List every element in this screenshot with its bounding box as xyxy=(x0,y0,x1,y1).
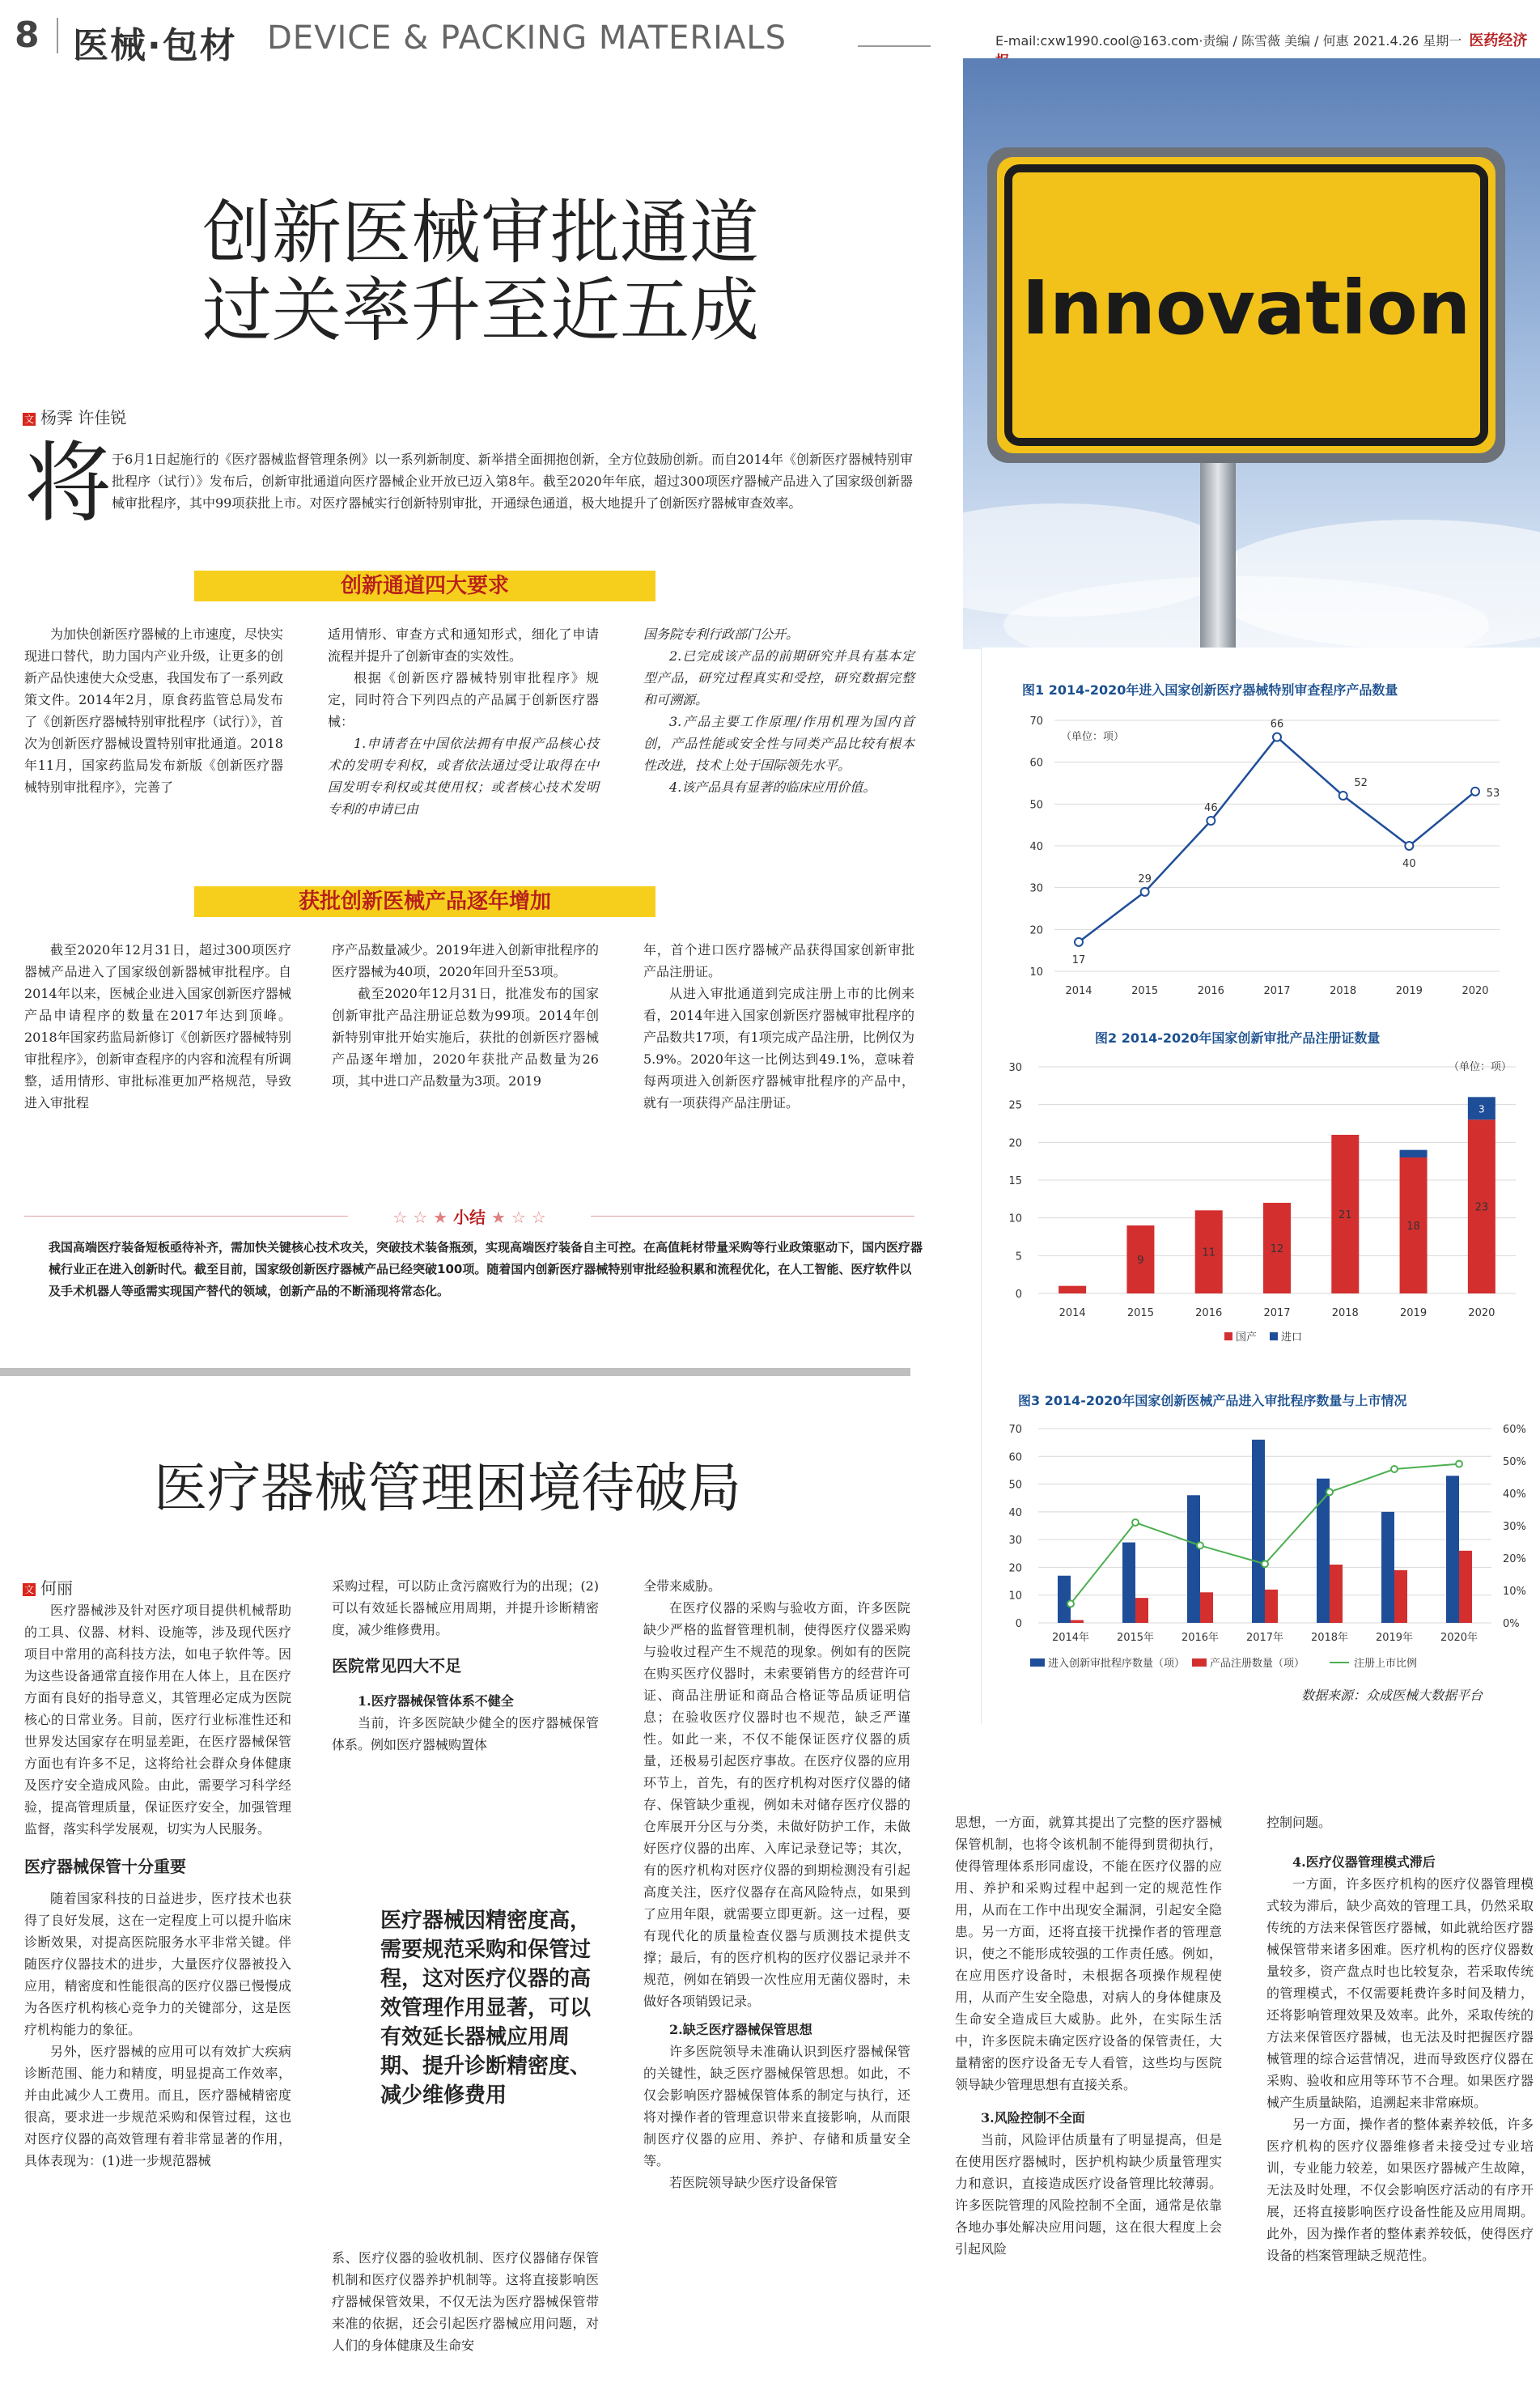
chart2-y-tick-label: 10 xyxy=(1008,1212,1022,1225)
chart3-ratio-point xyxy=(1132,1519,1139,1526)
s2-column-3 xyxy=(643,939,914,1114)
chart2-y-tick-label: 5 xyxy=(1015,1251,1022,1263)
author-mark: 文 xyxy=(23,413,34,425)
chart3-y-tick-label: 40 xyxy=(1008,1506,1022,1519)
chart2-unit: （单位：项） xyxy=(1448,1061,1512,1073)
chart3-legend-label: 注册上市比例 xyxy=(1354,1658,1418,1670)
s1-col2-text-b: 根据《创新医疗器械特别审批程序》规定，同时符合下列四点的产品属于创新医疗器械： xyxy=(328,670,599,729)
s2-column-2 xyxy=(332,939,599,1092)
chart3-bar-registered xyxy=(1394,1570,1407,1623)
chart3-y-tick-label: 50 xyxy=(1008,1479,1022,1492)
article2-byline xyxy=(23,1575,73,1599)
chart1-series-line xyxy=(1079,737,1475,942)
s1-col3-text-c: 3.产品主要工作原理/作用机理为国内首创，产品性能或安全性与同类产品比较有根本性改进，技术上处于国际领先水平。 xyxy=(643,714,914,773)
chart3-y-tick-label: 20 xyxy=(1008,1562,1022,1575)
s2-col2-text-b: 截至2020年12月31日，批准发布的国家创新审批产品注册证总数为99项。2014年创新特别审批开始实施后，获批的创新医疗器械产品逐年增加，2020年获批产品数量为26项，其中进口产品数量为3项。2019 xyxy=(332,986,599,1089)
chart1-point xyxy=(1273,733,1281,741)
a2-c2-p1: 采购过程，可以防止贪污腐败行为的出现；(2)可以有效延长器械应用周期，并提升诊断精密度，减少维修费用。 xyxy=(332,1578,599,1637)
chart3-y2-tick-label: 40% xyxy=(1503,1489,1526,1501)
a2-subheading-1: 1.医疗器械保管体系不健全 xyxy=(358,1693,514,1709)
chart1-point xyxy=(1207,817,1215,825)
a2-column-4 xyxy=(955,1811,1222,2260)
s1-column-1 xyxy=(24,623,283,798)
s2-col3-text-b: 从进入审批通道到完成注册上市的比例来看，2014年进入国家创新医疗器械审批程序的产品数共17项，有1项完成产品注册，比例仅为5.9%。2020年这一比例达到49.1%，意味着每两项进入创新医疗器械审批程序的产品中，就有一项获得产品注册证。 xyxy=(643,986,914,1111)
chart3 xyxy=(982,1412,1540,1680)
chart1-data-label: 53 xyxy=(1486,787,1500,800)
article1-author: 杨霁 许佳锐 xyxy=(40,408,127,427)
header-rule xyxy=(858,45,931,47)
chart3-x-tick-label: 2018年 xyxy=(1310,1632,1349,1644)
chart2-data-label: 9 xyxy=(1137,1255,1144,1267)
a2-column-5 xyxy=(1266,1811,1534,2266)
chart3-legend-label: 进入创新审批程序数量（项） xyxy=(1048,1658,1186,1670)
chart3-y-tick-label: 60 xyxy=(1008,1451,1022,1464)
chart3-y-tick-label: 30 xyxy=(1008,1535,1022,1548)
chart3-x-tick-label: 2015年 xyxy=(1116,1632,1155,1644)
chart2-y-tick-label: 0 xyxy=(1015,1289,1022,1301)
chart2 xyxy=(982,1051,1540,1350)
charts-sidebar xyxy=(981,648,1540,1724)
s1-column-3 xyxy=(643,623,914,798)
chart3-ratio-point xyxy=(1067,1600,1074,1607)
article2-author: 何丽 xyxy=(40,1578,73,1598)
a2-c3-p4: 若医院领导缺少医疗设备保管 xyxy=(669,2175,838,2190)
a2-c4-p1: 思想，一方面，就算其提出了完整的医疗器械保管机制，也将令该机制不能得到贯彻执行，使得管理体系形同虚设，不能在医疗仪器的应用、养护和采购过程中起到一定的规范性作用，从而在工作中出现安全漏洞，引起安全隐患。另一方面，还将直接干扰操作者的管理意识，使之不能形成较强的工作责任感。例如，在应用医疗设备时，未根据各项操作规程使用，从而产生安全隐患，对病人的身体健康及生命安全造成巨大威胁。此外，在实际生活中，许多医院未确定医疗设备的保管责任，大量精密的医疗设备无专人看管，这些均与医院领导缺少管理思想有直接关系。 xyxy=(955,1815,1222,2092)
innovation-photo xyxy=(963,58,1540,649)
chart1-unit: （单位：项） xyxy=(1061,731,1125,743)
s1-col3-text-d: 4.该产品具有显著的临床应用价值。 xyxy=(669,779,876,795)
page-number: 8 xyxy=(15,15,40,56)
chart3-y2-tick-label: 0% xyxy=(1503,1618,1520,1630)
innovation-sign-illustration xyxy=(963,58,1540,649)
chart2-x-tick-label: 2018 xyxy=(1331,1307,1359,1319)
a2-p3: 另外，医疗器械的应用可以有效扩大疾病诊断范围、能力和精度，明显提高工作效率，并由此减少人工费用。而且，医疗器械精密度很高，要求进一步规范采购和保管过程，这也对医疗仪器的高效管理有着非常显著的作用，具体表现为：(1)进一步规范器械 xyxy=(24,2044,291,2168)
chart1-point xyxy=(1075,938,1083,946)
a2-pull-quote: 医疗器械因精密度高，需要规范采购和保管过程，这对医疗仪器的高效管理作用显著，可以有效延长器械应用周期、提升诊断精密度、减少维修费用 xyxy=(380,1909,592,2108)
chart2-x-tick-label: 2019 xyxy=(1400,1307,1428,1319)
a2-heading-2: 医院常见四大不足 xyxy=(332,1656,461,1675)
s1-col3-text-b: 2.已完成该产品的前期研究并具有基本定型产品，研究过程真实和受控，研究数据完整和可溯源。 xyxy=(643,648,914,707)
chart2-legend-label: 进口 xyxy=(1281,1331,1303,1344)
chart1 xyxy=(982,704,1540,1012)
chart3-bar-entered xyxy=(1381,1512,1394,1623)
chart2-y-tick-label: 30 xyxy=(1008,1062,1022,1074)
a2-c3-p2: 在医疗仪器的采购与验收方面，许多医院缺少严格的监督管理机制，使得医疗仪器采购与验收过程产生不规范的现象。例如有的医院在购买医疗仪器时，未索要销售方的经营许可证、商品注册证和商品合格证等品质证明信息；在验收医疗仪器时也不规范，缺乏严谨性。如此一来，不仅不能保证医疗仪器的质量，还极易引起医疗事故。在医疗仪器的应用环节上，首先，有的医疗机构对医疗仪器的储存、保管缺少重视，例如未对储存医疗仪器的仓库展开分区与分类，未做好防护工作，未做好医疗仪器的出库、入库记录登记等；其次，有的医疗机构对医疗仪器的到期检测没有引起高度关注，医疗仪器存在高风险特点，如果到了应用年限，就需要立即更新。这一过程，要有现代化的质量检查仪器与质测技术提供支撑；最后，有的医疗机构的医疗仪器记录并不规范，例如在销毁一次性应用无菌仪器时，未做好各项销毁记录。 xyxy=(643,1600,910,2009)
a2-subheading-3: 3.风险控制不全面 xyxy=(981,2110,1085,2126)
section2-banner xyxy=(194,886,655,917)
chart1-title: 图1 2014-2020年进入国家创新医疗器械特别审查程序产品数量 xyxy=(1022,682,1398,698)
chart3-bar-registered xyxy=(1200,1592,1213,1623)
chart3-x-tick-label: 2016年 xyxy=(1181,1632,1220,1644)
a2-heading-1: 医疗器械保管十分重要 xyxy=(24,1857,186,1876)
chart1-y-tick-label: 10 xyxy=(1029,966,1043,979)
sign-text: Innovation xyxy=(1021,265,1471,351)
chart1-data-label: 29 xyxy=(1138,873,1152,885)
article1-title-line1: 创新医械审批通道 xyxy=(202,194,759,272)
chart3-y-tick-label: 70 xyxy=(1008,1424,1022,1436)
a2-c3-p3: 许多医院领导未准确认识到医疗器械保管的关键性，缺乏医疗器械保管思想。如此，不仅会影响医疗器械保管体系的制定与执行，还将对操作者的管理意识带来直接影响，从而限制医疗仪器的应用、养护、存储和质量安全等。 xyxy=(643,2044,910,2168)
chart3-x-tick-label: 2014年 xyxy=(1051,1632,1090,1644)
chart2-bar-domestic xyxy=(1058,1286,1086,1293)
chart1-y-tick-label: 40 xyxy=(1029,841,1043,853)
header-divider xyxy=(57,18,58,53)
s2-col1-text: 截至2020年12月31日，超过300项医疗器械产品进入了国家级创新器械审批程序。自2014年以来，医械企业进入国家创新医疗器械产品申请程序的数量在2017年达到顶峰。2018年国家药监局新修订《创新医疗器械特别审批程序》，创新审查程序的内容和流程有所调整，适用情形、审批标准更加严格规范，导致进入审批程 xyxy=(24,942,291,1111)
section1-banner xyxy=(194,571,655,601)
chart1-x-tick-label: 2018 xyxy=(1330,985,1357,997)
a2-p2: 随着国家科技的日益进步，医疗技术也获得了良好发展，这在一定程度上可以提升临床诊断效果，对提高医院服务水平非常关键。伴随医疗仪器技术的进步，大量医疗仪器被投入应用，精密度和性能很高的医疗仪器已慢慢成为各医疗机构核心竞争力的关键部分，这是医疗机构能力的象征。 xyxy=(24,1891,291,2037)
s1-col2-text-c: 1.申请者在中国依法拥有申报产品核心技术的发明专利权，或者依法通过受让取得在中国发明专利权或其使用权；或者核心技术发明专利的申请已由 xyxy=(328,736,599,817)
chart1-y-tick-label: 20 xyxy=(1029,924,1043,937)
chart2-x-tick-label: 2015 xyxy=(1126,1307,1154,1319)
chart3-bar-registered xyxy=(1265,1590,1278,1623)
chart3-y2-tick-label: 60% xyxy=(1503,1424,1526,1436)
a2-column-3 xyxy=(643,1575,910,2194)
a2-column-2-bottom: 系、医疗仪器的验收机制、医疗仪器储存保管机制和医疗仪器养护机制等。这将直接影响医疗器械保管效果，不仅无法为医疗器械保管带来准的依据，还会引起医疗器械应用问题，对人们的身体健康及生命安 xyxy=(332,2250,599,2353)
article1-title xyxy=(202,194,759,350)
chart3-y2-tick-label: 30% xyxy=(1503,1521,1526,1533)
chart1-point xyxy=(1471,788,1479,796)
chart1-x-tick-label: 2020 xyxy=(1462,985,1489,997)
chart2-y-tick-label: 15 xyxy=(1008,1175,1022,1187)
chart1-data-label: 66 xyxy=(1270,718,1284,731)
a2-c4-p2: 当前，风险评估质量有了明显提高，但是在使用医疗器械时，医护机构缺少质量管理实力和意识，直接造成医疗设备管理比较薄弱。许多医院管理的风险控制不全面，通常是依靠各地办事处解决应用问题，这在很大程度上会引起风险 xyxy=(955,2132,1222,2257)
chart2-data-label: 3 xyxy=(1478,1103,1485,1115)
s2-column-1 xyxy=(24,939,291,1114)
chart2-x-tick-label: 2017 xyxy=(1263,1307,1291,1319)
chart2-title: 图2 2014-2020年国家创新审批产品注册证数量 xyxy=(1095,1030,1381,1046)
chart2-x-tick-label: 2016 xyxy=(1195,1307,1223,1319)
chart1-y-tick-label: 60 xyxy=(1029,757,1043,770)
chart1-data-label: 52 xyxy=(1354,777,1368,789)
chart2-data-label: 18 xyxy=(1406,1221,1420,1233)
chart2-y-tick-label: 25 xyxy=(1008,1099,1022,1112)
chart1-x-tick-label: 2016 xyxy=(1197,985,1224,997)
a2-p1: 医疗器械涉及针对医疗项目提供机械帮助的工具、仪器、材料、设施等，涉及现代医疗项目中常用的高科技方法，如电子软件等。因为这些设备通常直接作用在人体上，且在医疗方面有良好的指导意义，其管理必定成为医院核心的日常业务。目前，医疗行业标准性还和世界发达国家存在明显差距，在医疗器械保管方面也有许多不足，这将给社会群众身体健康及医疗安全造成风险。由此，需要学习科学经验，提高管理质量，保证医疗安全，加强管理监督，落实科学发展观，切实为人民服务。 xyxy=(24,1603,291,1837)
chart3-bar-entered xyxy=(1122,1543,1135,1623)
section-title-en: DEVICE & PACKING MATERIALS xyxy=(267,19,787,57)
chart3-ratio-point xyxy=(1391,1466,1398,1472)
chart1-point xyxy=(1405,842,1413,850)
summary-heading xyxy=(348,1204,591,1228)
data-source: 数据来源：众成医械大数据平台 xyxy=(1301,1688,1483,1703)
article1-intro: 于6月1日起施行的《医疗器械监督管理条例》以一系列新制度、新举措全面拥抱创新，全方位鼓励创新。而自2014年《创新医疗器械特别审批程序（试行）》发布后，创新审批通道向医疗器械企业开放已迈入第8年。截至2020年年底，超过300项医疗器械产品进入了国家级创新器械审批程序，其中99项获批上市。对医疗器械实行创新特别审批，开通绿色通道，极大地提升了创新医疗器械审查效率。 xyxy=(112,452,913,511)
chart2-data-label: 11 xyxy=(1202,1246,1215,1259)
chart1-x-tick-label: 2014 xyxy=(1065,985,1092,997)
s1-col3-text-a: 国务院专利行政部门公开。 xyxy=(643,626,800,642)
chart3-legend-swatch xyxy=(1192,1658,1207,1667)
s1-col1-text: 为加快创新医疗器械的上市速度，尽快实现进口替代，助力国内产业升级，让更多的创新产品快速使大众受惠，我国发布了一系列政策文件。2014年2月，原食药监管总局发布了《创新医疗器械特别审批程序（试行）》，首次为创新医疗器械设置特别审批通道。2018年11月，国家药监局发布新版《创新医疗器械特别审批程序》，完善了 xyxy=(24,626,284,795)
chart2-legend-swatch xyxy=(1224,1332,1232,1340)
chart1-x-tick-label: 2017 xyxy=(1263,985,1291,997)
chart3-legend-label: 产品注册数量（项） xyxy=(1210,1658,1305,1670)
article-divider xyxy=(0,1368,910,1376)
chart2-data-label: 21 xyxy=(1338,1209,1352,1221)
chart3-x-tick-label: 2019年 xyxy=(1375,1632,1414,1644)
chart2-x-tick-label: 2020 xyxy=(1468,1307,1495,1319)
chart3-bar-entered xyxy=(1252,1440,1265,1623)
chart3-y-tick-label: 0 xyxy=(1015,1618,1022,1630)
chart3-ratio-point xyxy=(1262,1561,1268,1567)
chart3-y2-tick-label: 10% xyxy=(1503,1586,1526,1598)
chart3-y-tick-label: 10 xyxy=(1008,1590,1022,1603)
s2-col3-text-a: 年，首个进口医疗器械产品获得国家创新审批产品注册证。 xyxy=(643,942,914,979)
chart1-y-tick-label: 30 xyxy=(1029,882,1043,895)
section-title-cn: 医械·包材 xyxy=(73,25,237,66)
chart3-x-tick-label: 2020年 xyxy=(1440,1632,1478,1644)
a2-c3-p1: 全带来威胁。 xyxy=(643,1578,722,1594)
chart1-data-label: 17 xyxy=(1071,953,1086,966)
chart1-y-tick-label: 70 xyxy=(1029,716,1043,728)
chart3-bar-registered xyxy=(1459,1551,1472,1623)
article2-title: 医疗器械管理困境待破局 xyxy=(154,1458,741,1518)
chart3-bar-registered xyxy=(1135,1598,1148,1623)
s2-col2-text-a: 序产品数量减少。2019年进入创新审批程序的医疗器械为40项，2020年回升至53项。 xyxy=(332,942,599,979)
chart2-data-label: 12 xyxy=(1270,1243,1284,1255)
article1-title-line2: 过关率升至近五成 xyxy=(202,272,759,350)
star-icon: ★ ☆ ☆ xyxy=(486,1208,546,1227)
chart2-y-tick-label: 20 xyxy=(1008,1137,1022,1150)
s1-col2-text-a: 适用情形、审查方式和通知形式，细化了申请流程并提升了创新审查的实效性。 xyxy=(328,626,599,664)
chart2-bar-import xyxy=(1400,1150,1428,1157)
chart3-x-tick-label: 2017年 xyxy=(1245,1632,1284,1644)
star-icon: ☆ ☆ ★ xyxy=(392,1208,453,1227)
chart2-data-label: 23 xyxy=(1474,1201,1489,1214)
chart3-bar-registered xyxy=(1330,1565,1343,1623)
chart1-x-tick-label: 2015 xyxy=(1131,985,1159,997)
a2-c2-p2: 当前，许多医院缺少健全的医疗器械保管体系。例如医疗器械购置体 xyxy=(332,1715,599,1752)
section2-title: 获批创新医械产品逐年增加 xyxy=(298,890,551,914)
chart3-bar-registered xyxy=(1071,1620,1084,1623)
a2-column-1 xyxy=(24,1599,291,2172)
a2-c5-p1: 控制问题。 xyxy=(1266,1815,1332,1830)
a2-c5-p3: 另一方面，操作者的整体素养较低，许多医疗机构的医疗仪器维修者未接受过专业培训，专业能力较差，如果医疗器械产生故障，无法及时处理，不仅会影响医疗活动的有序开展，还将直接影响医疗设备性能及应用周期。此外，因为操作者的整体素养较低，使得医疗设备的档案管理缺乏规范性。 xyxy=(1266,2117,1534,2263)
paper-name: 医药经济 xyxy=(1469,32,1528,49)
chart3-title: 图3 2014-2020年国家创新医械产品进入审批程序数量与上市情况 xyxy=(1018,1393,1407,1408)
chart3-bar-entered xyxy=(1187,1495,1200,1623)
summary-text: 我国高端医疗装备短板亟待补齐，需加快关键核心技术攻关，突破技术装备瓶颈，实现高端医疗装备自主可控。在高值耗材带量采购等行业政策驱动下，国内医疗器械行业正在进入创新时代。截至目前，国家级创新医疗器械产品已经突破100项。随着国内创新医疗器械特别审批经验积累和流程优化，在人工智能、医疗软件以及手术机器人等亟需实现国产替代的领域，创新产品的不断涌现将常态化。 xyxy=(49,1240,923,1298)
chart1-x-tick-label: 2019 xyxy=(1395,985,1423,997)
chart1-point xyxy=(1141,888,1149,896)
chart1-data-label: 46 xyxy=(1204,802,1218,814)
chart2-x-tick-label: 2014 xyxy=(1058,1307,1086,1319)
article1-dropcap: 将 xyxy=(24,433,112,534)
chart3-y2-tick-label: 20% xyxy=(1503,1553,1526,1565)
chart3-ratio-point xyxy=(1197,1542,1203,1548)
a2-subheading-2: 2.缺乏医疗器械保管思想 xyxy=(669,2022,812,2037)
chart3-bar-entered xyxy=(1446,1476,1459,1623)
header-contact: E-mail:cxw1990.cool@163.com·责编 / 陈雪薇 美编 / 何惠 2021.4.26 星期一 xyxy=(995,33,1462,49)
section1-title: 创新通道四大要求 xyxy=(340,574,509,598)
summary-title: 小结 xyxy=(453,1208,486,1227)
chart3-bar-entered xyxy=(1058,1576,1071,1623)
author-mark: 文 xyxy=(23,1583,34,1595)
article1-byline xyxy=(23,405,126,428)
chart1-point xyxy=(1339,792,1347,800)
chart3-y2-tick-label: 50% xyxy=(1503,1456,1526,1468)
chart2-legend-label: 国产 xyxy=(1236,1331,1258,1344)
chart3-ratio-point xyxy=(1326,1489,1333,1495)
a2-subheading-4: 4.医疗仪器管理模式滞后 xyxy=(1292,1854,1436,1870)
chart2-legend-swatch xyxy=(1270,1332,1278,1340)
a2-column-2 xyxy=(332,1575,599,1756)
chart3-legend-swatch xyxy=(1030,1658,1045,1667)
s1-column-2 xyxy=(328,623,599,820)
chart1-data-label: 40 xyxy=(1402,858,1416,870)
chart3-ratio-point xyxy=(1456,1461,1462,1467)
chart1-y-tick-label: 50 xyxy=(1029,799,1043,812)
a2-c5-p2: 一方面，许多医疗机构的医疗仪器管理模式较为滞后，缺少高效的管理工具，仍然采取传统的方法来保管医疗器械，如此就给医疗器械保管带来诸多困难。医疗机构的医疗仪器数量较多，资产盘点时也比较复杂，若采取传统的管理模式，不仅需要耗费许多时间及精力，还将影响管理效果及效率。此外，采取传统的方法来保管医疗器械，也无法及时把握医疗器械管理的综合运营情况，进而导致医疗仪器在采购、验收和应用等环节不合理。如果医疗器械产生质量缺陷，追溯起来非常麻烦。 xyxy=(1266,1876,1534,2110)
